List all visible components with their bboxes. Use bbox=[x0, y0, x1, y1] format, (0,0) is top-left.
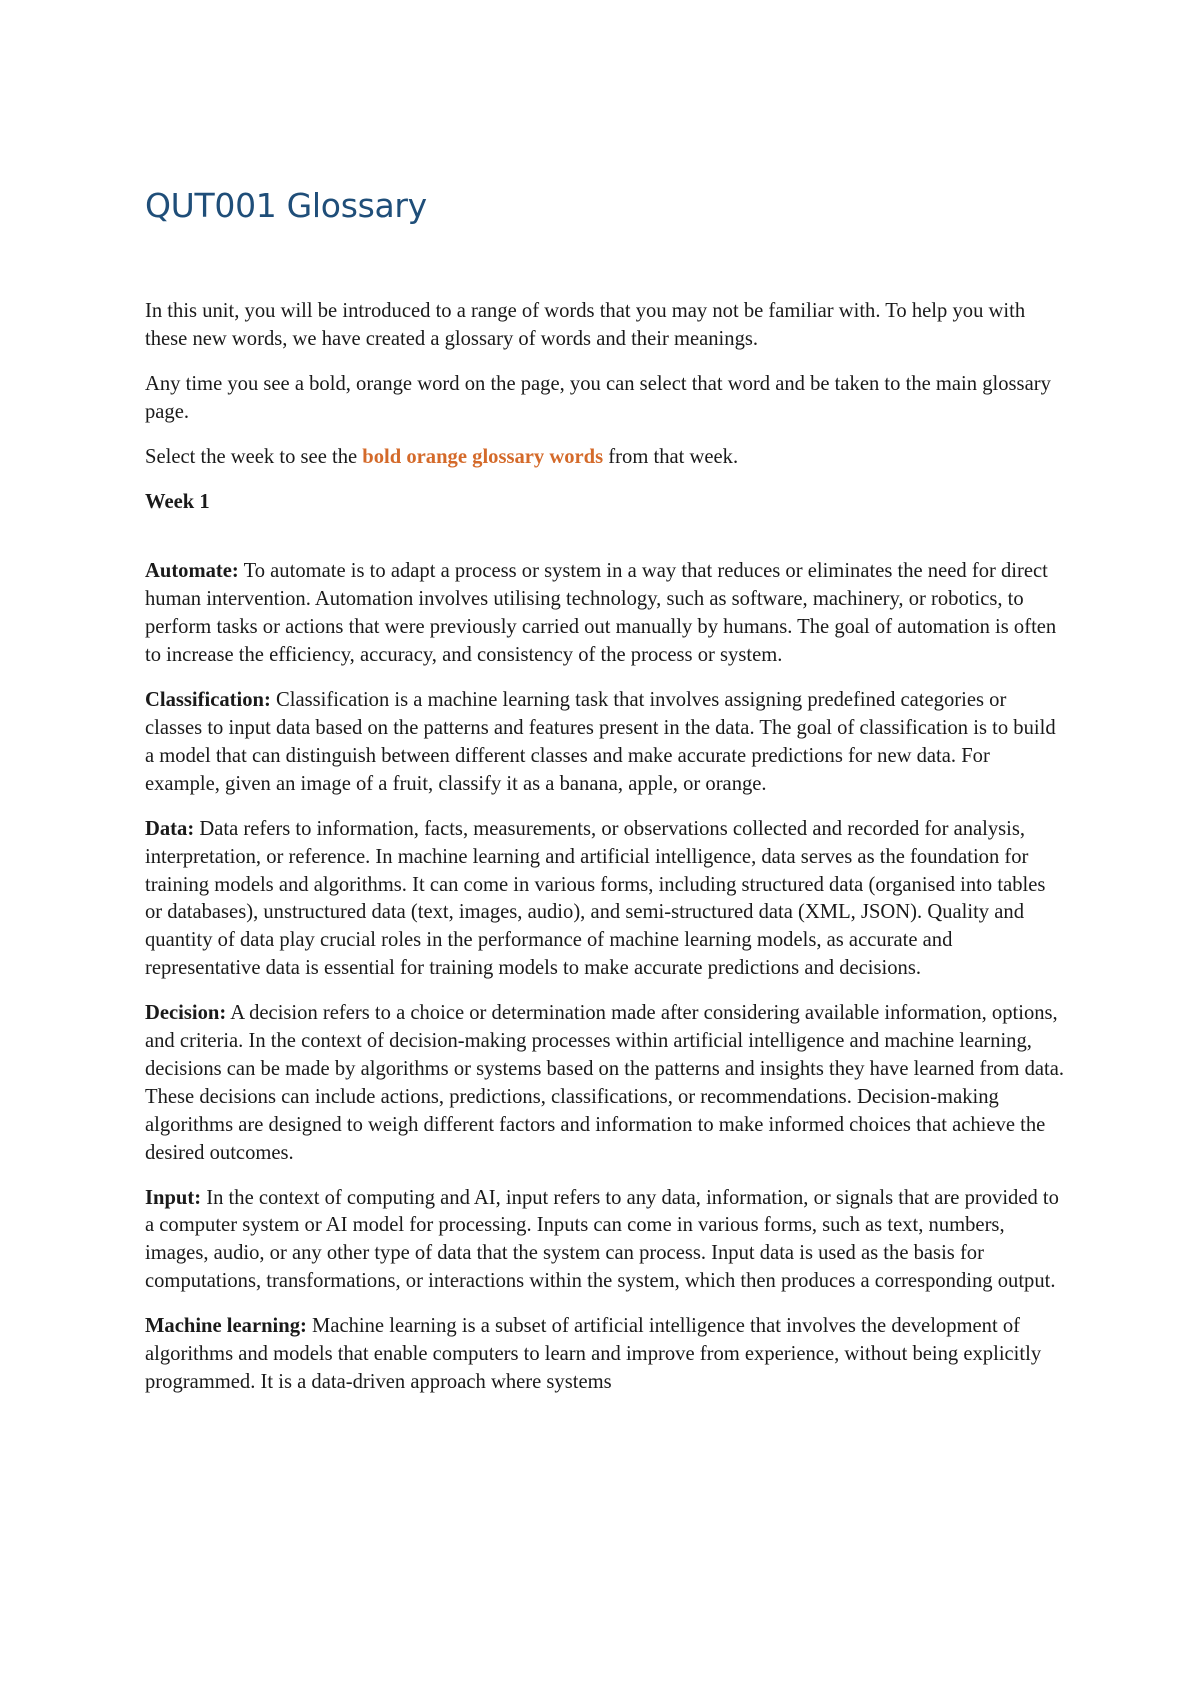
glossary-entry-automate bbox=[145, 558, 1065, 670]
glossary-term: Machine learning: bbox=[145, 1315, 307, 1338]
glossary-words-link[interactable]: bold orange glossary words bbox=[362, 445, 604, 468]
glossary-entry-input bbox=[145, 1185, 1065, 1297]
glossary-term: Classification: bbox=[145, 689, 271, 712]
document-body bbox=[145, 298, 1065, 1414]
glossary-entry-data bbox=[145, 816, 1065, 983]
glossary-term: Automate: bbox=[145, 560, 239, 583]
intro-paragraph-1: In this unit, you will be introduced to a range of words that you may not be familiar with. To help you with these new words, we have created a glossary of words and their meanings. bbox=[145, 300, 1026, 350]
intro-paragraph-3-before: Select the week to see the bbox=[145, 445, 363, 468]
glossary-definition: To automate is to adapt a process or system in a way that reduces or eliminates the need for direct human intervention. Automation involves utilising technology, such as software, machinery, or robotics, to perform tasks or actions that were previously carried out manually by humans. The goal of automation is often to increase the efficiency, accuracy, and consistency of the process or system. bbox=[145, 560, 1057, 667]
glossary-definition: A decision refers to a choice or determination made after considering available information, options, and criteria. In the context of decision-making processes within artificial intelligence and machine learning, decisions can be made by algorithms or systems based on the patterns and insights they have learned from data. These decisions can include actions, predictions, classifications, or recommendations. Decision-making algorithms are designed to weigh different factors and information to make informed choices that achieve the desired outcomes. bbox=[145, 1002, 1065, 1164]
intro-paragraph-2: Any time you see a bold, orange word on the page, you can select that word and be taken to the main glossary page. bbox=[145, 372, 1051, 423]
glossary-term: Input: bbox=[145, 1186, 202, 1209]
intro-paragraph-3 bbox=[145, 444, 1065, 472]
glossary-entry-decision bbox=[145, 1000, 1065, 1167]
glossary-entry-classification bbox=[145, 687, 1065, 799]
intro-paragraph-3-after: from that week. bbox=[603, 445, 739, 468]
glossary-term: Decision: bbox=[145, 1002, 227, 1025]
glossary-definition: In the context of computing and AI, input refers to any data, information, or signals that are provided to a computer system or AI model for processing. Inputs can come in various forms, such as text, numbers, images, audio, or any other type of data that the system can process. Input data is used as the basis for computations, transformations, or interactions within the system, which then produces a corresponding output. bbox=[145, 1186, 1059, 1293]
page-title: QUT001 Glossary bbox=[145, 186, 427, 225]
glossary-term: Data: bbox=[145, 817, 195, 840]
glossary-entry-machine-learning bbox=[145, 1313, 1065, 1397]
glossary-definition: Machine learning is a subset of artificial intelligence that involves the development of algorithms and models that enable computers to learn and improve from experience, without being explicitly programmed. It is a data-driven approach where systems bbox=[145, 1315, 1042, 1393]
glossary-definition: Data refers to information, facts, measurements, or observations collected and recorded for analysis, interpretation, or reference. In machine learning and artificial intelligence, data serves as the foundation for training models and algorithms. It can come in various forms, including structured data (organised into tables or databases), unstructured data (text, images, audio), and semi-structured data (XML, JSON). Quality and quantity of data play crucial roles in the performance of machine learning models, as accurate and representative data is essential for training models to make accurate predictions and decisions. bbox=[145, 817, 1046, 980]
week-1-heading: Week 1 bbox=[145, 490, 210, 513]
glossary-definition: Classification is a machine learning task that involves assigning predefined categories or classes to input data based on the patterns and features present in the data. The goal of classification is to build a model that can distinguish between different classes and make accurate predictions for new data. For example, given an image of a fruit, classify it as a banana, apple, or orange. bbox=[145, 689, 1056, 795]
